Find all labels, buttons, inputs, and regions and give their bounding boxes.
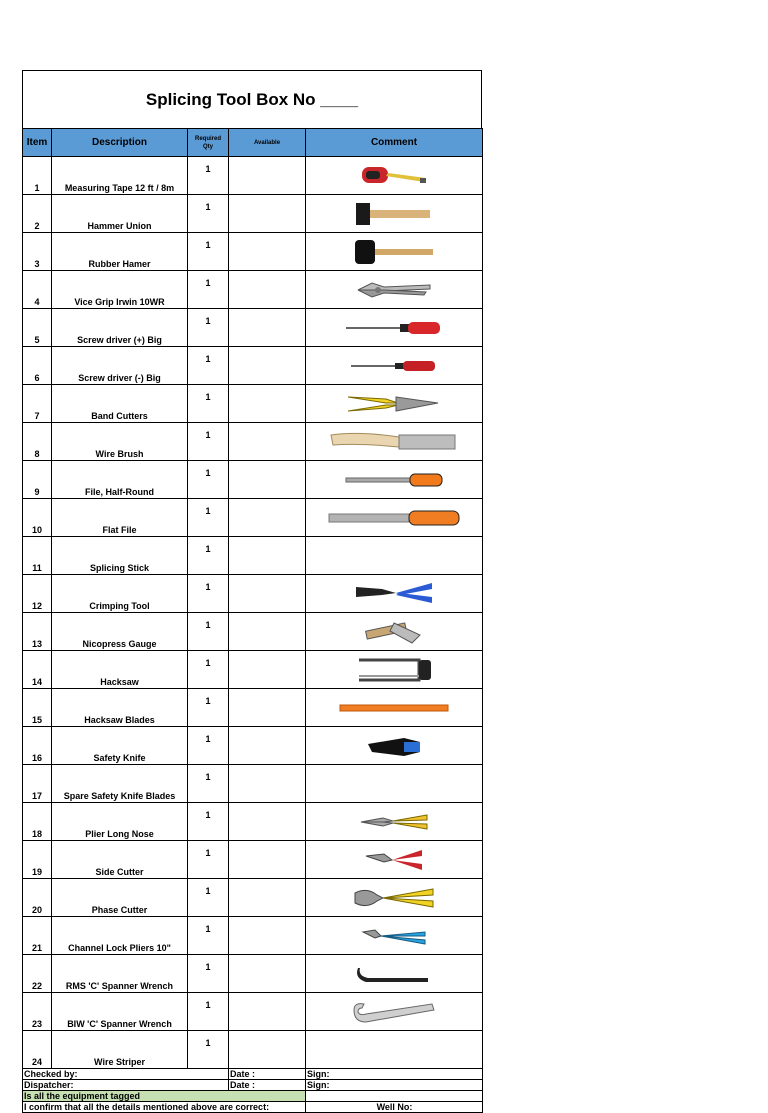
c-spanner-wrench-icon bbox=[306, 964, 482, 984]
tagged-row bbox=[23, 1091, 483, 1102]
table-row bbox=[23, 613, 483, 651]
item-number: 8 bbox=[23, 423, 52, 461]
table-row bbox=[23, 271, 483, 309]
comment-cell bbox=[306, 917, 483, 955]
required-qty: 1 bbox=[188, 689, 229, 727]
item-number: 1 bbox=[23, 157, 52, 195]
comment-cell bbox=[306, 765, 483, 803]
band-cutters-icon bbox=[306, 389, 482, 419]
comment-cell bbox=[306, 955, 483, 993]
required-qty: 1 bbox=[188, 537, 229, 575]
available-cell[interactable] bbox=[229, 575, 306, 613]
comment-cell bbox=[306, 651, 483, 689]
available-cell[interactable] bbox=[229, 955, 306, 993]
comment-cell bbox=[306, 233, 483, 271]
required-qty: 1 bbox=[188, 765, 229, 803]
item-number: 21 bbox=[23, 917, 52, 955]
available-cell[interactable] bbox=[229, 879, 306, 917]
item-number: 12 bbox=[23, 575, 52, 613]
comment-cell bbox=[306, 803, 483, 841]
item-description: Measuring Tape 12 ft / 8m bbox=[52, 157, 188, 195]
item-number: 14 bbox=[23, 651, 52, 689]
required-qty: 1 bbox=[188, 993, 229, 1031]
item-number: 11 bbox=[23, 537, 52, 575]
hammer-icon bbox=[306, 201, 482, 227]
item-description: Flat File bbox=[52, 499, 188, 537]
item-description: Hammer Union bbox=[52, 195, 188, 233]
required-qty: 1 bbox=[188, 955, 229, 993]
item-description: Band Cutters bbox=[52, 385, 188, 423]
well-no-label: Well No: bbox=[306, 1102, 483, 1113]
long-nose-plier-icon bbox=[306, 812, 482, 832]
comment-cell bbox=[306, 993, 483, 1031]
item-number: 22 bbox=[23, 955, 52, 993]
table-row bbox=[23, 195, 483, 233]
checked-by-label: Checked by: bbox=[23, 1069, 229, 1080]
comment-cell bbox=[306, 309, 483, 347]
required-qty: 1 bbox=[188, 917, 229, 955]
table-row bbox=[23, 1031, 483, 1069]
available-cell[interactable] bbox=[229, 765, 306, 803]
available-cell[interactable] bbox=[229, 385, 306, 423]
item-description: Spare Safety Knife Blades bbox=[52, 765, 188, 803]
comment-cell bbox=[306, 689, 483, 727]
item-number: 24 bbox=[23, 1031, 52, 1069]
header-description: Description bbox=[52, 129, 188, 157]
item-number: 6 bbox=[23, 347, 52, 385]
required-qty: 1 bbox=[188, 803, 229, 841]
comment-cell bbox=[306, 537, 483, 575]
item-description: Safety Knife bbox=[52, 727, 188, 765]
required-qty: 1 bbox=[188, 195, 229, 233]
sign-label: Sign: bbox=[306, 1069, 483, 1080]
item-number: 20 bbox=[23, 879, 52, 917]
comment-cell bbox=[306, 613, 483, 651]
item-description: Vice Grip Irwin 10WR bbox=[52, 271, 188, 309]
item-description: Plier Long Nose bbox=[52, 803, 188, 841]
available-cell[interactable] bbox=[229, 841, 306, 879]
confirm-statement: I confirm that all the details mentioned above are correct: bbox=[23, 1102, 306, 1113]
crimping-tool-icon bbox=[306, 579, 482, 609]
table-row bbox=[23, 955, 483, 993]
available-cell[interactable] bbox=[229, 309, 306, 347]
sign-label: Sign: bbox=[306, 1080, 483, 1091]
table-row bbox=[23, 765, 483, 803]
item-description: Screw driver (-) Big bbox=[52, 347, 188, 385]
confirm-row bbox=[23, 1102, 483, 1113]
header-required-qty: Required Qty bbox=[188, 129, 229, 157]
available-cell[interactable] bbox=[229, 917, 306, 955]
item-number: 4 bbox=[23, 271, 52, 309]
available-cell[interactable] bbox=[229, 613, 306, 651]
table-row bbox=[23, 803, 483, 841]
table-row bbox=[23, 651, 483, 689]
comment-cell bbox=[306, 423, 483, 461]
table-row bbox=[23, 461, 483, 499]
header-item: Item bbox=[23, 129, 52, 157]
safety-knife-icon bbox=[306, 732, 482, 760]
comment-cell bbox=[306, 385, 483, 423]
phase-cutter-icon bbox=[306, 885, 482, 911]
required-qty: 1 bbox=[188, 233, 229, 271]
required-qty: 1 bbox=[188, 385, 229, 423]
comment-cell bbox=[306, 727, 483, 765]
table-row bbox=[23, 309, 483, 347]
required-qty: 1 bbox=[188, 575, 229, 613]
comment-cell bbox=[306, 575, 483, 613]
item-description: Wire Brush bbox=[52, 423, 188, 461]
flat-screwdriver-icon bbox=[306, 359, 482, 373]
item-number: 18 bbox=[23, 803, 52, 841]
available-cell[interactable] bbox=[229, 993, 306, 1031]
item-description: Rubber Hamer bbox=[52, 233, 188, 271]
required-qty: 1 bbox=[188, 1031, 229, 1069]
item-description: Splicing Stick bbox=[52, 537, 188, 575]
date-label: Date : bbox=[229, 1080, 306, 1091]
item-description: Side Cutter bbox=[52, 841, 188, 879]
available-cell[interactable] bbox=[229, 651, 306, 689]
checked-by-row bbox=[23, 1069, 483, 1080]
header-available: Available bbox=[229, 129, 306, 157]
required-qty: 1 bbox=[188, 347, 229, 385]
channel-lock-pliers-icon bbox=[306, 926, 482, 946]
table-row bbox=[23, 423, 483, 461]
required-qty: 1 bbox=[188, 651, 229, 689]
item-description: RMS 'C' Spanner Wrench bbox=[52, 955, 188, 993]
item-number: 3 bbox=[23, 233, 52, 271]
tagged-answer-cell[interactable] bbox=[306, 1091, 483, 1102]
comment-cell bbox=[306, 347, 483, 385]
item-number: 17 bbox=[23, 765, 52, 803]
table-row bbox=[23, 157, 483, 195]
table-header-row bbox=[23, 129, 483, 157]
required-qty: 1 bbox=[188, 309, 229, 347]
hacksaw-icon bbox=[306, 656, 482, 684]
comment-cell bbox=[306, 499, 483, 537]
table-row bbox=[23, 537, 483, 575]
table-row bbox=[23, 575, 483, 613]
available-cell[interactable] bbox=[229, 537, 306, 575]
table-row bbox=[23, 689, 483, 727]
item-number: 15 bbox=[23, 689, 52, 727]
available-cell[interactable] bbox=[229, 461, 306, 499]
item-description: Crimping Tool bbox=[52, 575, 188, 613]
sheet-title: Splicing Tool Box No ____ bbox=[22, 70, 482, 128]
rubber-hammer-icon bbox=[306, 238, 482, 266]
required-qty: 1 bbox=[188, 157, 229, 195]
item-number: 10 bbox=[23, 499, 52, 537]
item-description: File, Half-Round bbox=[52, 461, 188, 499]
item-description: Hacksaw bbox=[52, 651, 188, 689]
item-number: 5 bbox=[23, 309, 52, 347]
table-row bbox=[23, 993, 483, 1031]
item-number: 19 bbox=[23, 841, 52, 879]
required-qty: 1 bbox=[188, 423, 229, 461]
table-row bbox=[23, 385, 483, 423]
comment-cell bbox=[306, 1031, 483, 1069]
available-cell[interactable] bbox=[229, 803, 306, 841]
table-row bbox=[23, 879, 483, 917]
tool-checklist-sheet bbox=[22, 70, 482, 1113]
required-qty: 1 bbox=[188, 727, 229, 765]
available-cell[interactable] bbox=[229, 233, 306, 271]
required-qty: 1 bbox=[188, 879, 229, 917]
header-comment: Comment bbox=[306, 129, 483, 157]
required-qty: 1 bbox=[188, 271, 229, 309]
item-number: 16 bbox=[23, 727, 52, 765]
item-number: 7 bbox=[23, 385, 52, 423]
tagged-question: Is all the equipment tagged bbox=[23, 1091, 306, 1102]
item-description: Channel Lock Pliers 10" bbox=[52, 917, 188, 955]
item-description: Screw driver (+) Big bbox=[52, 309, 188, 347]
item-description: Phase Cutter bbox=[52, 879, 188, 917]
item-description: Wire Striper bbox=[52, 1031, 188, 1069]
available-cell[interactable] bbox=[229, 195, 306, 233]
comment-cell bbox=[306, 879, 483, 917]
item-number: 13 bbox=[23, 613, 52, 651]
available-cell[interactable] bbox=[229, 423, 306, 461]
dispatcher-row bbox=[23, 1080, 483, 1091]
date-label: Date : bbox=[229, 1069, 306, 1080]
nicopress-gauge-icon bbox=[306, 617, 482, 647]
item-description: BIW 'C' Spanner Wrench bbox=[52, 993, 188, 1031]
half-round-file-icon bbox=[306, 471, 482, 489]
available-cell[interactable] bbox=[229, 727, 306, 765]
available-cell[interactable] bbox=[229, 689, 306, 727]
table-row bbox=[23, 841, 483, 879]
item-description: Hacksaw Blades bbox=[52, 689, 188, 727]
side-cutter-icon bbox=[306, 848, 482, 872]
table-row bbox=[23, 347, 483, 385]
measuring-tape-icon bbox=[306, 164, 482, 188]
available-cell[interactable] bbox=[229, 499, 306, 537]
available-cell[interactable] bbox=[229, 157, 306, 195]
required-qty: 1 bbox=[188, 841, 229, 879]
hacksaw-blade-icon bbox=[306, 703, 482, 713]
table-row bbox=[23, 233, 483, 271]
available-cell[interactable] bbox=[229, 271, 306, 309]
comment-cell bbox=[306, 841, 483, 879]
comment-cell bbox=[306, 461, 483, 499]
table-row bbox=[23, 499, 483, 537]
wire-brush-icon bbox=[306, 429, 482, 455]
table-row bbox=[23, 727, 483, 765]
required-qty: 1 bbox=[188, 461, 229, 499]
comment-cell bbox=[306, 157, 483, 195]
available-cell[interactable] bbox=[229, 1031, 306, 1069]
item-number: 9 bbox=[23, 461, 52, 499]
item-description: Nicopress Gauge bbox=[52, 613, 188, 651]
table-row bbox=[23, 917, 483, 955]
comment-cell bbox=[306, 271, 483, 309]
dispatcher-label: Dispatcher: bbox=[23, 1080, 229, 1091]
required-qty: 1 bbox=[188, 613, 229, 651]
item-number: 23 bbox=[23, 993, 52, 1031]
comment-cell bbox=[306, 195, 483, 233]
tool-table bbox=[22, 128, 483, 1113]
phillips-screwdriver-icon bbox=[306, 320, 482, 336]
available-cell[interactable] bbox=[229, 347, 306, 385]
item-number: 2 bbox=[23, 195, 52, 233]
biw-spanner-wrench-icon bbox=[306, 1000, 482, 1024]
flat-file-icon bbox=[306, 508, 482, 528]
required-qty: 1 bbox=[188, 499, 229, 537]
vice-grip-icon bbox=[306, 279, 482, 301]
